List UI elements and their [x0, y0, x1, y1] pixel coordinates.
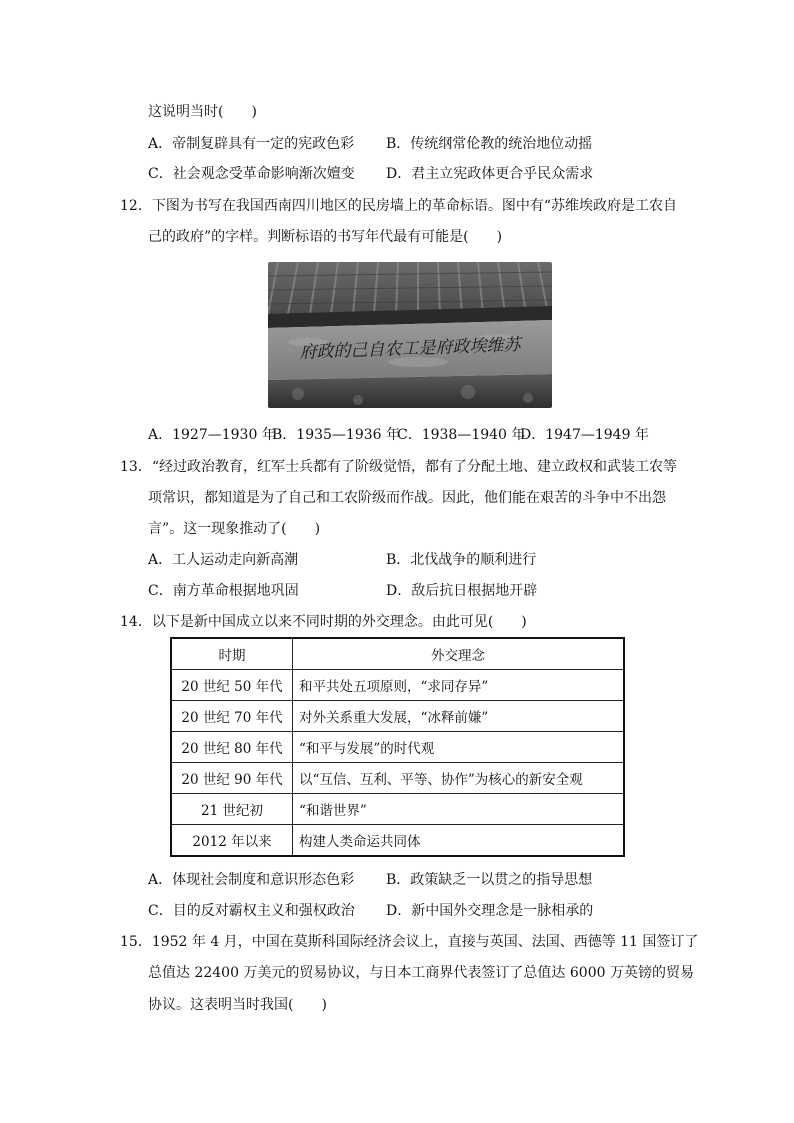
q11-option-b: B．传统纲常伦教的统治地位动摇 [386, 136, 593, 152]
q13-stem-line1: 13．“经过政治教育，红军士兵都有了阶级觉悟，都有了分配土地、建立政权和武装工农等 [120, 459, 677, 475]
q12-stem-line2: 己的政府”的字样。判断标语的书写年代最有可能是( ) [148, 229, 503, 245]
q12-option-b: B．1935—1936 年 [272, 427, 400, 443]
q15-stem-line1: 15．1952 年 4 月，中国在莫斯科国际经济会议上，直接与英国、法国、西德等 11 国签订了 [120, 934, 699, 950]
q13-option-b: B．北伐战争的顺利进行 [386, 552, 537, 568]
q13-stem-line3: 言”。这一现象推动了( ) [148, 521, 321, 537]
table-row [171, 701, 624, 732]
q14-option-b: B．政策缺乏一以贯之的指导思想 [386, 872, 593, 888]
table-row [171, 794, 624, 825]
table-row [171, 825, 624, 857]
table-row [171, 732, 624, 763]
table-cell-period: 20 世纪 90 年代 [171, 763, 293, 794]
table-row [171, 763, 624, 794]
table-cell-concept: 构建人类命运共同体 [293, 825, 625, 857]
table-cell-concept: 和平共处五项原则，“求同存异” [293, 670, 625, 701]
q13-option-a: A．工人运动走向新高潮 [148, 552, 299, 568]
header-concept: 外交理念 [293, 638, 625, 670]
q13-option-d: D．敌后抗日根据地开辟 [386, 583, 538, 599]
q15-stem-line2: 总值达 22400 万美元的贸易协议，与日本工商界代表签订了总值达 6000 万英镑的贸易 [148, 965, 694, 981]
q12-stem-line1: 12．下图为书写在我国西南四川地区的民房墙上的革命标语。图中有“苏维埃政府是工农自 [120, 198, 677, 214]
q13-stem-line2: 项常识，都知道是为了自己和工农阶级而作战。因此，他们能在艰苦的斗争中不出怨 [148, 490, 666, 506]
table-cell-period: 20 世纪 50 年代 [171, 670, 293, 701]
q11-option-a: A．帝制复辟具有一定的宪政色彩 [148, 136, 355, 152]
table-cell-concept: “和平与发展”的时代观 [293, 732, 625, 763]
table-cell-concept: “和谐世界” [293, 794, 625, 825]
table-cell-concept: 对外关系重大发展，“冰释前嫌” [293, 701, 625, 732]
slogan-photo [268, 262, 552, 408]
q11-option-c: C．社会观念受革命影响渐次嬗变 [148, 166, 355, 182]
q14-option-d: D．新中国外交理念是一脉相承的 [386, 903, 594, 919]
q14-option-c: C．目的反对霸权主义和强权政治 [148, 903, 355, 919]
table-cell-period: 2012 年以来 [171, 825, 293, 857]
table-row [171, 670, 624, 701]
q12-option-a: A．1927—1930 年 [148, 427, 276, 443]
q14-stem-line1: 14．以下是新中国成立以来不同时期的外交理念。由此可见( ) [120, 614, 527, 630]
q11-option-d: D．君主立宪政体更合乎民众需求 [386, 166, 594, 182]
table-cell-period: 20 世纪 70 年代 [171, 701, 293, 732]
q13-option-c: C．南方革命根据地巩固 [148, 583, 299, 599]
header-period: 时期 [171, 638, 293, 670]
q12-option-d: D．1947—1949 年 [520, 427, 649, 443]
table-cell-period: 20 世纪 80 年代 [171, 732, 293, 763]
q11-stem-tail: 这说明当时( ) [148, 104, 257, 120]
table-cell-period: 21 世纪初 [171, 794, 293, 825]
q12-option-c: C．1938—1940 年 [397, 427, 526, 443]
diplomacy-table [170, 637, 625, 857]
q14-option-a: A．体现社会制度和意识形态色彩 [148, 872, 355, 888]
q15-stem-line3: 协议。这表明当时我国( ) [148, 997, 327, 1013]
table-cell-concept: 以“互信、互利、平等、协作”为核心的新安全观 [293, 763, 625, 794]
slogan-text: 苏维埃政府是工农自己的政府 [299, 335, 521, 363]
table-header-row [171, 638, 624, 670]
